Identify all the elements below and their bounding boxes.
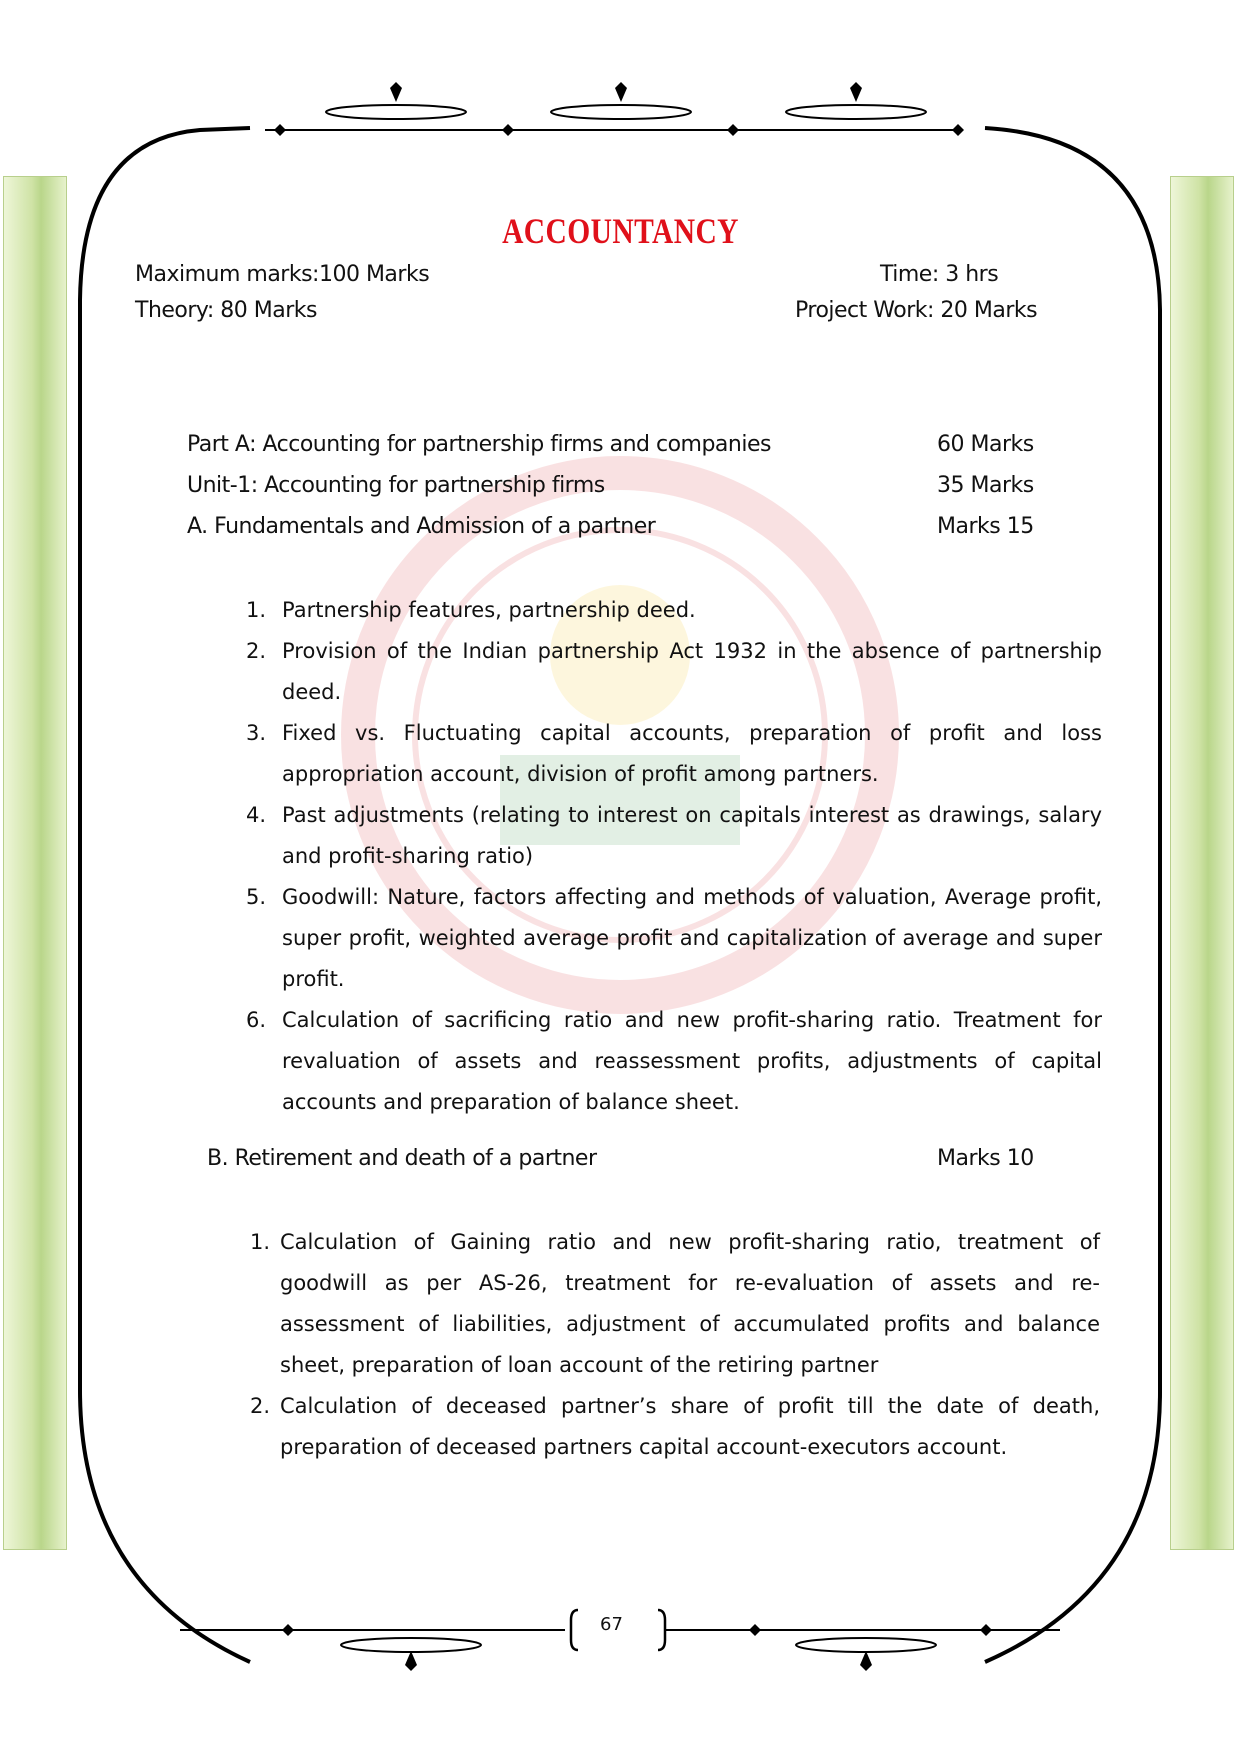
item-text: Partnership features, partnership deed. [282,598,696,622]
item-number: 3. [246,721,267,745]
item-number: 2. [250,1394,271,1418]
project-work-marks: Project Work: 20 Marks [795,298,1038,323]
page-title: ACCOUNTANCY [502,211,739,251]
item-number: 6. [246,1008,267,1032]
item-text: Goodwill: Nature, factors affecting and methods of valuation, Average profit, super profit, weighted average profit and capitalization of average and super profit. [282,885,1102,991]
section-b-heading: B. Retirement and death of a partner [207,1146,597,1171]
section-b-marks: Marks 10 [937,1146,1034,1171]
part-a-marks: 60 Marks [937,432,1034,457]
section-a-heading: A. Fundamentals and Admission of a partner [187,514,656,539]
part-a-heading: Part A: Accounting for partnership firms and companies [187,432,771,457]
item-text: Calculation of deceased partner’s share of profit till the date of death, preparation of deceased partners capital account-executors account. [280,1394,1100,1459]
list-item [246,1386,1106,1468]
section-a-marks: Marks 15 [937,514,1034,539]
page-number: 67 [600,1614,623,1635]
maximum-marks: Maximum marks:100 Marks [135,262,430,287]
list-item [246,877,1106,1000]
item-number: 4. [246,803,267,827]
list-item [246,713,1106,795]
item-text: Calculation of sacrificing ratio and new profit-sharing ratio. Treatment for revaluation of assets and reassessment profits, adjustments of capital accounts and preparation of balance sheet. [282,1008,1102,1114]
item-number: 1. [246,598,267,622]
time-allowed: Time: 3 hrs [880,262,999,287]
list-item [246,1000,1106,1123]
item-text: Calculation of Gaining ratio and new profit-sharing ratio, treatment of goodwill as per AS-26, treatment for re-evaluation of assets and re-assessment of liabilities, adjustment of accumulated profits and balance sheet, preparation of loan account of the retiring partner [280,1230,1100,1377]
unit-1-heading: Unit-1: Accounting for partnership firms [187,473,605,498]
theory-marks: Theory: 80 Marks [135,298,317,323]
list-item [246,1222,1106,1386]
list-item [246,631,1106,713]
list-item [246,795,1106,877]
item-number: 5. [246,885,267,909]
item-number: 2. [246,639,267,663]
item-text: Past adjustments (relating to interest on capitals interest as drawings, salary and profit-sharing ratio) [282,803,1102,868]
unit-1-marks: 35 Marks [937,473,1034,498]
item-text: Provision of the Indian partnership Act 1932 in the absence of partnership deed. [282,639,1102,704]
list-item [246,590,1106,631]
item-number: 1. [250,1230,271,1254]
item-text: Fixed vs. Fluctuating capital accounts, preparation of profit and loss appropriation account, division of profit among partners. [282,721,1102,786]
